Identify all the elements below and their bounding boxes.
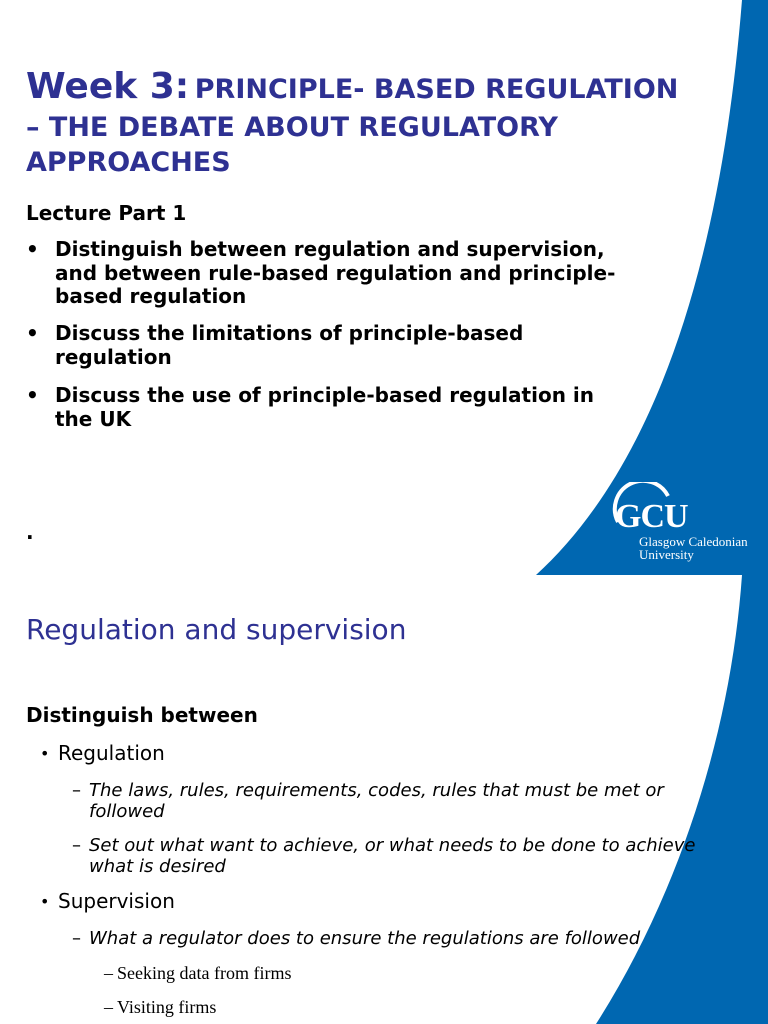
section-subheading: Distinguish between <box>26 703 258 727</box>
list-item-label: Regulation <box>58 741 165 765</box>
lecture-part-heading: Lecture Part 1 <box>26 201 187 225</box>
gcu-logo-line-2: University <box>639 547 694 562</box>
sub-item-text: What a regulator does to ensure the regulations are followed <box>89 928 641 949</box>
bullet-marker: • <box>40 892 50 911</box>
objective-bullet <box>26 384 616 431</box>
dash-marker: – <box>104 997 113 1017</box>
bullet-marker: • <box>26 321 39 345</box>
objective-bullet <box>26 322 616 369</box>
sub-item <box>72 928 712 949</box>
sub-sub-item-text: Seeking data from firms <box>117 963 292 983</box>
slide-title-line-3: APPROACHES <box>26 147 231 178</box>
list-item-supervision <box>40 889 175 913</box>
list-item-label: Supervision <box>58 889 175 913</box>
gcu-logo-line-1: Glasgow Caledonian <box>639 534 748 549</box>
objective-text: Distinguish between regulation and supervision, and between rule-based regulation and principle-based regulation <box>55 237 616 308</box>
bullet-marker: • <box>26 237 39 261</box>
slide-title-line-1 <box>26 66 678 107</box>
sub-sub-item-text: Visiting firms <box>117 997 217 1017</box>
bullet-marker: • <box>26 383 39 407</box>
dash-marker: – <box>72 780 81 801</box>
objective-bullet <box>26 238 616 309</box>
dash-marker: – <box>72 835 81 856</box>
dash-marker: – <box>72 928 81 949</box>
sub-item-text: Set out what want to achieve, or what needs to be done to achieve what is desired <box>89 835 696 877</box>
sub-item <box>72 780 712 822</box>
sub-item <box>72 835 712 877</box>
slide-title: Regulation and supervision <box>26 613 407 646</box>
trailing-period: . <box>26 520 34 544</box>
sub-item-text: The laws, rules, requirements, codes, rules that must be met or followed <box>89 780 664 822</box>
title-topic: PRINCIPLE- BASED REGULATION <box>194 74 679 105</box>
sub-sub-item <box>104 997 216 1018</box>
objective-text: Discuss the limitations of principle-based regulation <box>55 321 524 369</box>
dash-marker: – <box>104 963 113 983</box>
bullet-marker: • <box>40 744 50 763</box>
slide-2 <box>0 575 768 1024</box>
gcu-logo <box>606 482 766 568</box>
list-item-regulation <box>40 741 165 765</box>
sub-sub-item <box>104 963 291 984</box>
slide-title-line-2: – THE DEBATE ABOUT REGULATORY <box>26 112 558 143</box>
gcu-logo-mark: GCU <box>615 498 688 535</box>
objective-text: Discuss the use of principle-based regulation in the UK <box>55 383 594 431</box>
title-week: Week 3: <box>26 66 190 107</box>
